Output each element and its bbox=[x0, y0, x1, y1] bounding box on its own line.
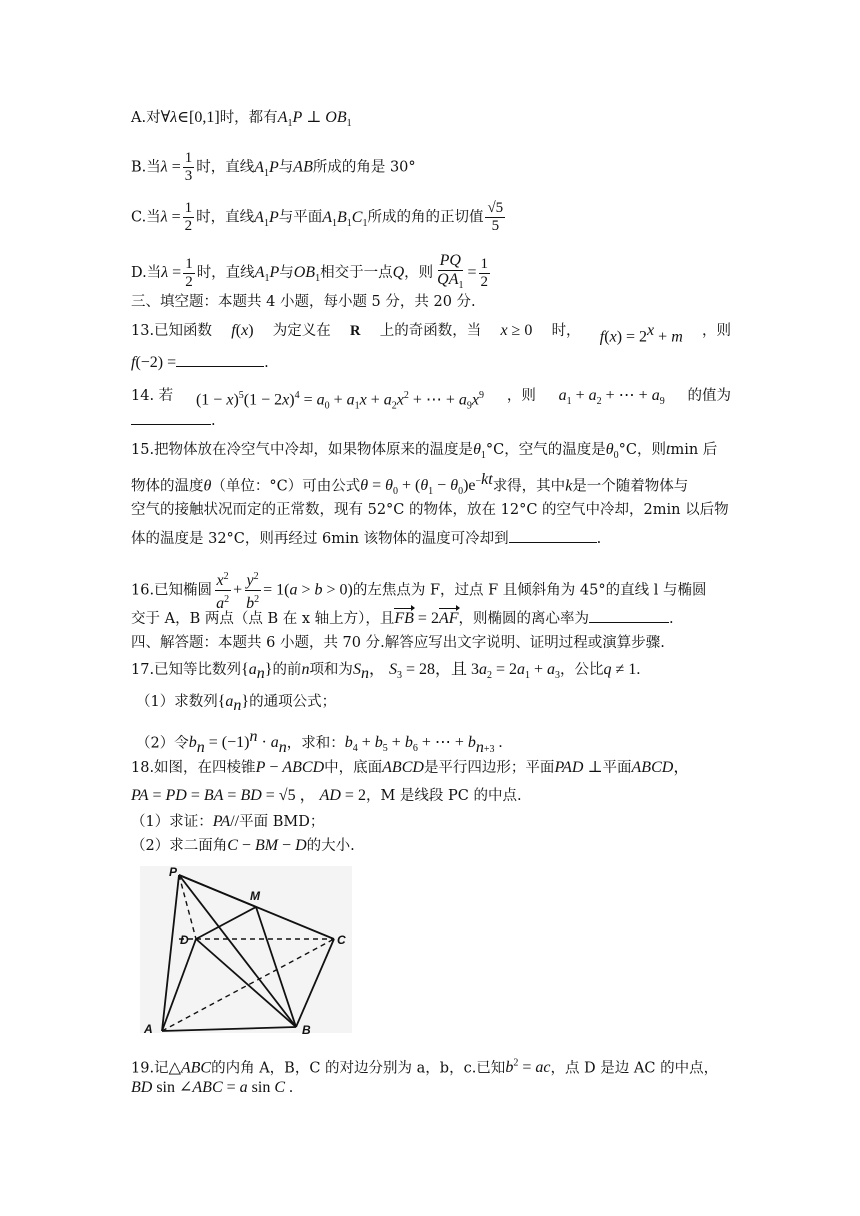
question-15-line-1: 15.把物体放在冷空气中冷却，如果物体原来的温度是$\theta_1^\circ C$，空气的温度是$\theta_0^\circ C$，则tmin 后 bbox=[131, 441, 718, 462]
question-18-part-1: （1）求证：PA//平面 BMD； bbox=[131, 813, 325, 830]
question-18-part-2: （2）求二面角C − BM − D的大小. bbox=[131, 837, 355, 854]
question-14-answer-line: . bbox=[131, 410, 731, 431]
question-19-line-2: BD sin ∠ABC = a sin C . bbox=[131, 1079, 293, 1096]
question-15-line-4: 体的温度是 32°C，则再经过 6min 该物体的温度可冷却到 . bbox=[131, 528, 731, 549]
question-17-part-2: （2）令$b_n = (-1)^n \cdot a_n$，求和：$b_4 + b_5 + b_6$ + ⋯ + $b_{n+3}$ . bbox=[136, 728, 503, 756]
question-13-answer-line: f(−2) = . bbox=[131, 354, 269, 371]
option-d: D.当λ = $\frac{1}{2}$ 时，直线$A_1P$与$OB_1$相交于一点Q，则 $\frac{PQ}{QA_1}$ = $\frac{1}{2}$ bbox=[131, 252, 488, 291]
option-a: A.对∀λ∈[0,1]时，都有$A_1P$ ⊥ $OB_1$ bbox=[131, 109, 352, 130]
label-a: A bbox=[144, 1022, 153, 1036]
answer-blank[interactable] bbox=[131, 410, 211, 425]
question-16-line-1: 16.已知椭圆 $\frac{x^2}{a^2}$ + $\frac{y^2}{b^2}$ = 1(a > b > 0)的左焦点为 F，过点 F 且倾斜角为 45°的直线 l 与椭圆 bbox=[131, 568, 731, 613]
question-16-line-2: 交于 A，B 两点（点 B 在 x 轴上方），且FB = 2AF，则椭圆的离心率为 . bbox=[131, 610, 674, 627]
question-18-line-1: 18.如图，在四棱锥P − ABCD中，底面ABCD是平行四边形；平面PAD ⊥平面ABCD， bbox=[131, 759, 690, 776]
question-15-line-3: 空气的接触状况而定的正常数，现有 52°C 的物体，放在 12°C 的空气中冷却，2min 以后物 bbox=[131, 502, 729, 518]
question-18-line-2: PA = PD = BA = BD = √5 ， AD = 2，M 是线段 PC 的中点. bbox=[131, 787, 522, 804]
answer-blank[interactable] bbox=[589, 608, 669, 623]
answer-blank[interactable] bbox=[509, 528, 597, 543]
question-17: 17.已知等比数列$\{a_n\}$的前n项和为$S_n$， $S_3 = 28$，且 $3a_2 = 2a_1 + a_3$，公比q ≠ 1. bbox=[131, 661, 641, 683]
label-m: M bbox=[250, 889, 260, 903]
pyramid-figure bbox=[136, 862, 356, 1037]
option-c: C.当λ = $\frac{1}{2}$ 时，直线$A_1P$与平面$A_1B_1C_1$所成的角的正切值 $\frac{√5}{5}$ bbox=[131, 200, 504, 234]
question-14: 14. 若 $(1 - x)^5(1 - 2x)^4 = a_0 + a_1x + a_2x^2$ + ⋯ + $a_9x^9$ ，则 $a_1 + a_2$ + ⋯ + $a_9$ 的值为 bbox=[131, 387, 731, 412]
question-13: 13.已知函数 f(x) 为定义在 R 上的奇函数，当 x ≥ 0 时， $f(x) = 2^x + m$ ，则 bbox=[131, 322, 731, 346]
section-3-heading: 三、填空题：本题共 4 小题，每小题 5 分，共 20 分. bbox=[131, 294, 476, 310]
figure-background bbox=[140, 866, 352, 1033]
label-c: C bbox=[337, 933, 346, 947]
label-d: D bbox=[180, 933, 189, 947]
question-15-line-2: 物体的温度θ（单位：°C）可由公式$\theta = \theta_0 + (\theta_1 - \theta_0)e^{-kt}$求得，其中k是一个随着物体与 bbox=[131, 471, 689, 498]
answer-blank[interactable] bbox=[176, 352, 264, 367]
section-4-heading: 四、解答题：本题共 6 小题，共 70 分.解答应写出文字说明、证明过程或演算步骤. bbox=[131, 635, 665, 651]
question-19-line-1: 19.记△ABC的内角 A，B，C 的对边分别为 a，b，c.已知$b^2$ = ac，点 D 是边 AC 的中点， bbox=[131, 1058, 719, 1077]
question-17-part-1: （1）求数列$\{a_n\}$的通项公式； bbox=[136, 693, 337, 715]
label-p: P bbox=[169, 865, 178, 879]
option-b: B.当λ = $\frac{1}{3}$ 时，直线$A_1P$与AB所成的角是 30° bbox=[131, 150, 416, 184]
label-b: B bbox=[302, 1023, 311, 1037]
